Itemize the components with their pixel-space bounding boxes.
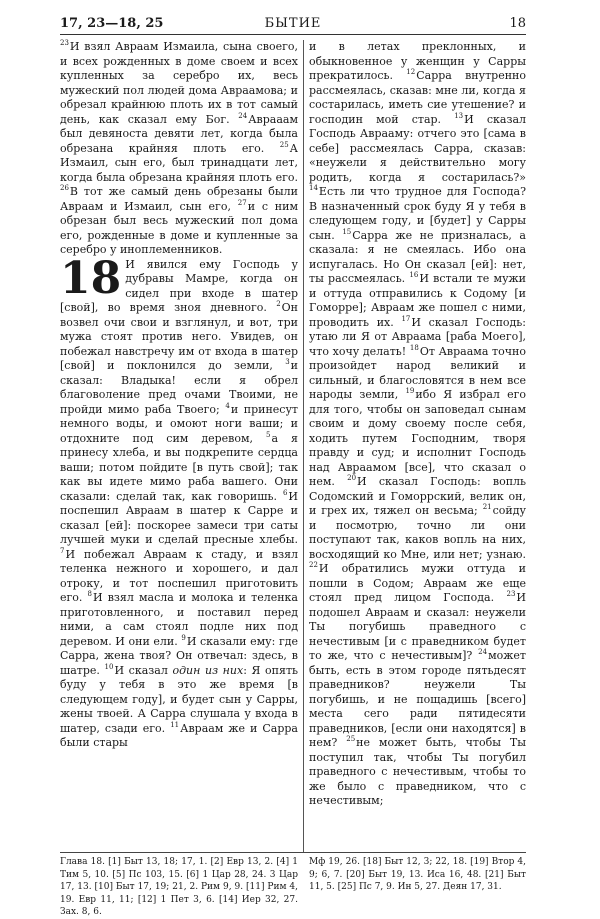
left-column	[60, 40, 298, 792]
verse-text: И сказал Господь: утаю ли Я от Авраама [раба Моего], что хочу делать!	[309, 315, 527, 358]
chapter-18-block	[60, 252, 299, 751]
page-number: 18	[509, 16, 526, 31]
verse-number: 2	[276, 300, 281, 309]
verse-text: И сказал	[114, 663, 168, 677]
verse-text: И обратились мужи оттуда и пошли в Содом; Авраам же еще стоял пред лицом Господа.	[309, 562, 526, 604]
verse-number: 25	[346, 735, 356, 744]
verse-text: Сарра же не призналась, а сказала: я не смеялась. Ибо она испугалась. Но Он сказал [ей]: нет, ты рассмеялась.	[309, 228, 526, 285]
verse-text: И поспешил Авраам в шатер к Сарре и сказал [ей]: поскорее замеси три саты лучшей муки и сделай пресные хлебы.	[60, 489, 298, 546]
verse-text: И подошел Авраам и сказал: неужели Ты погубишь праведного с нечестивым [и с праведником будет то же, что с нечестивым]?	[309, 591, 526, 662]
column-divider	[303, 40, 304, 852]
verse-number: 15	[342, 227, 352, 236]
verse-number: 23	[60, 39, 69, 48]
verse-text: и с ним обрезан был весь мужеский пол дома его, рожденные в доме и купленные за серебро у иноплеменников.	[60, 199, 299, 256]
verse-number: 20	[347, 474, 357, 483]
verse-text: Сарра внутренно рассмеялась, сказав: мне ли, когда я состарилась, иметь сие утешение? и господин мой стар.	[309, 69, 527, 126]
verse-text: сойду и посмотрю, точно ли они поступают так, каков вопль на них, восходящий ко Мне, или нет; узнаю.	[309, 504, 527, 561]
verse-text: И взял Авраам Измаила, сына своего, и всех рожденных в доме своем и всех купленных за серебро их, весь мужеский пол людей дома Авраамова; и обрезал крайнюю плоть их в тот самый день, как сказал ему Бог.	[60, 40, 298, 126]
verse-number: 26	[60, 184, 69, 193]
verse-number: 3	[285, 358, 290, 367]
verse-block-right	[309, 40, 526, 809]
verse-number: 16	[409, 271, 419, 280]
verse-text: Есть ли что трудное для Господа? В назначенный срок буду Я у тебя в следующем году, и [будет] у Сарры сын.	[309, 185, 526, 242]
verse-text: И взял масла и молока и теленка приготовленного, и поставил перед ними, а сам стоял подле них под деревом. И они ели.	[60, 591, 298, 648]
verse-number: 9	[181, 633, 186, 642]
verse-text: и в летах преклонных, и обыкновенное у женщин у Сарры прекратилось.	[309, 40, 526, 82]
footnote-rule	[60, 852, 526, 853]
verse-text: А Измаил, сын его, был тринадцати лет, когда была обрезана крайняя плоть его.	[60, 141, 298, 184]
verse-text: И встали те мужи и оттуда отправились к Содому [и Гоморре]; Авраам же пошел с ними, проводить их.	[309, 272, 526, 329]
verse-text: И сказал Господь Аврааму: отчего это [сама в себе] рассмеялась Сарра, сказав: «неужели я действительно могу родить, когда я состарилась?»	[309, 112, 526, 184]
verse-text: : Я опять буду у тебя в это же время [в следующем году], и будет сын у Сарры, жены твоей. А Сарра слушала у входа в шатер, сзади его.	[60, 663, 299, 735]
verse-text: И сказали ему: где Сарра, жена твоя? Он отвечал: здесь, в шатре.	[60, 634, 298, 677]
verse-number: 25	[279, 140, 289, 149]
running-header	[60, 16, 526, 34]
header-rule	[60, 34, 526, 35]
verse-text: и принесут немного воды, и омоют ноги ваши; и отдохните под сим деревом,	[60, 402, 299, 445]
verse-number: 23	[506, 590, 516, 599]
verse-number: 10	[104, 662, 114, 671]
verse-number: 5	[266, 430, 271, 439]
verse-text: может быть, есть в этом городе пятьдесят праведников? неужели Ты погубишь, и не пощадишь [всего] места сего ради пятидесяти праведников, [если они находятся] в нем?	[309, 649, 526, 749]
italic-words: один из них	[172, 663, 244, 677]
verse-text: И сказал Господь: вопль Содомский и Гоморрский, велик он, и грех их, тяжел он весьма;	[309, 475, 527, 517]
verse-number: 21	[482, 503, 492, 512]
verse-number: 27	[237, 198, 247, 207]
verse-range: 17, 23—18, 25	[60, 16, 164, 31]
verse-text: От Авраама точно произойдет народ великий и сильный, и благословятся в нем все народы земли,	[309, 344, 526, 401]
verse-number: 7	[60, 546, 65, 555]
chapter-number: 18	[60, 252, 122, 304]
verse-number: 13	[454, 111, 464, 120]
verse-number: 24	[478, 648, 488, 657]
verse-text: а я принесу хлеба, и вы подкрепите сердца ваши; потом пойдите [в путь свой]; так как вы идете мимо раба вашего. Они сказали: сделай так, как говоришь.	[60, 431, 298, 503]
right-column	[309, 40, 527, 807]
verse-number: 4	[225, 401, 230, 410]
verse-text: Аврааам был девяноста девяти лет, когда была обрезана крайняя плоть его.	[60, 112, 298, 155]
verse-number: 24	[238, 111, 248, 120]
verse-number: 8	[87, 590, 92, 599]
verse-number: 6	[282, 488, 288, 497]
verse-number: 18	[409, 343, 419, 352]
cross-references-right: Мф 19, 26. [18] Быт 12, 3; 22, 18. [19] Втор 4, 9; 6, 7. [20] Быт 19, 13. Иса 16, 48. [21] Быт 11, 5. [25] Пс 7, 9. Ин 5, 27. Деян 17, 31.	[309, 857, 526, 892]
verse-number: 14	[309, 184, 318, 193]
verse-text: ибо Я избрал его для того, чтобы он заповедал сынам своим и дому своему после себя, ходить путем Господним, творя правду и суд; и исполнит Господь над Авраамом [все], что сказал о нем.	[309, 388, 527, 488]
verse-text: Авраам же и Сарра были стары	[60, 721, 298, 749]
verse-number: 11	[170, 720, 180, 729]
verse-text: не может быть, чтобы Ты поступил так, чтобы Ты погубил праведного с нечестивым, чтобы то же было с праведником, что с нечестивым;	[309, 736, 526, 807]
verse-text: В тот же самый день обрезаны были Авраам и Измаил, сын его,	[60, 185, 298, 213]
verse-number: 12	[406, 68, 416, 77]
cross-references-left: Глава 18. [1] Быт 13, 18; 17, 1. [2] Евр 13, 2. [4] 1 Тим 5, 10. [5] Пс 103, 15. [6] 1 Цар 28, 24. 3 Цар 17, 13. [10] Быт 17, 19; 21, 2. Рим 9, 9. [11] Рим 4, 19. Евр 11, 11; [12] 1 Пет 3, 6. [14] Иер 32, 27. Зах. 8, 6.	[60, 857, 298, 917]
verse-number: 19	[405, 387, 415, 396]
verse-text: И побежал Авраам к стаду, и взял теленка нежного и хорошего, и дал отроку, и тот поспешил приготовить его.	[60, 547, 298, 604]
verse-number: 22	[309, 561, 318, 570]
verse-number: 17	[401, 314, 411, 323]
verse-block-17	[60, 40, 298, 258]
book-title: БЫТИЕ	[264, 16, 322, 31]
verse-text: и сказал: Владыка! если я обрел благоволение пред очами Твоими, не пройди мимо раба Твоего;	[60, 359, 298, 416]
verse-text: И явился ему Господь у дубравы Мамре, когда он сидел при входе в шатер [свой], во время зноя дневного.	[60, 257, 298, 314]
verse-text: Он возвел очи свои и взглянул, и вот, три мужа стоят против него. Увидев, он побежал навстречу им от входа в шатер [свой] и поклонился до земли,	[60, 301, 299, 372]
